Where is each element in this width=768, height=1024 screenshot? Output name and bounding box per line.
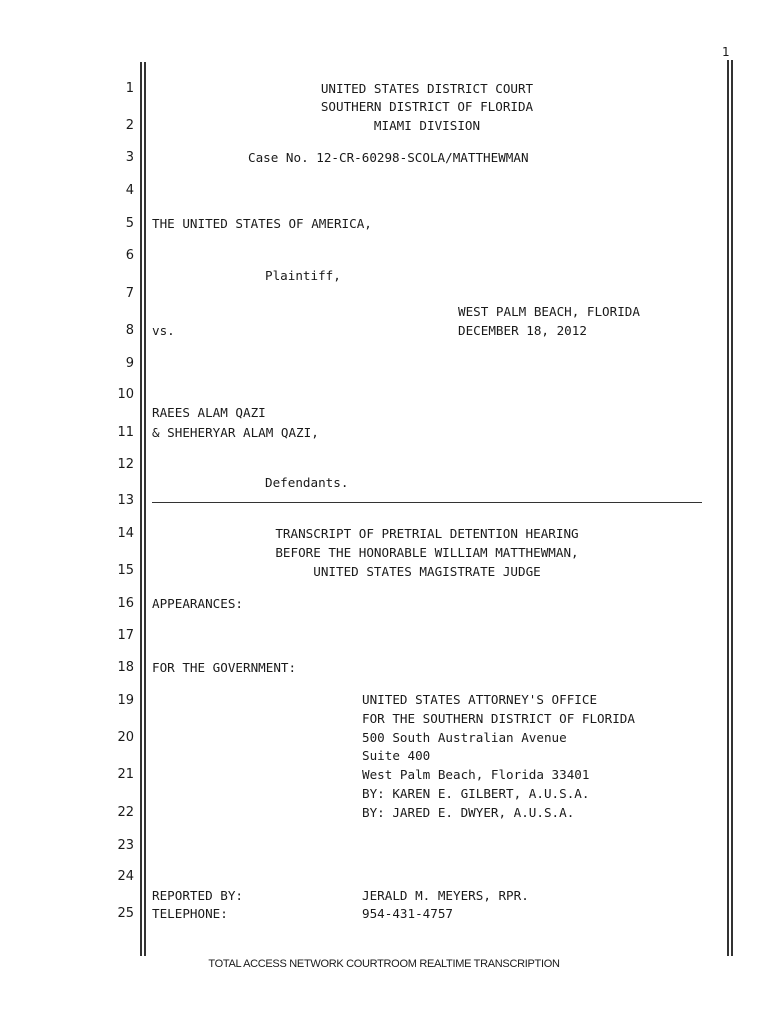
line-number: 21: [117, 767, 134, 782]
versus: vs.: [152, 323, 175, 338]
government-office-line: UNITED STATES ATTORNEY'S OFFICE: [362, 692, 598, 707]
hearing-date: DECEMBER 18, 2012: [458, 323, 587, 338]
line-number: 17: [117, 628, 134, 643]
government-office-line: Suite 400: [362, 748, 431, 763]
transcript-title: TRANSCRIPT OF PRETRIAL DETENTION HEARING: [275, 526, 579, 541]
case-number: Case No. 12-CR-60298-SCOLA/MATTHEWMAN: [248, 150, 529, 165]
line-number: 15: [117, 563, 134, 578]
line-number: 13: [117, 493, 134, 508]
court-name: UNITED STATES DISTRICT COURT: [320, 81, 534, 96]
hearing-location: WEST PALM BEACH, FLORIDA: [458, 304, 640, 319]
court-division: MIAMI DIVISION: [373, 118, 481, 133]
plaintiff-name: THE UNITED STATES OF AMERICA,: [152, 216, 372, 231]
line-number: 2: [125, 118, 134, 133]
plaintiff-role: Plaintiff,: [265, 268, 341, 283]
line-number: 20: [117, 730, 134, 745]
line-number: 19: [117, 693, 134, 708]
line-number: 8: [125, 323, 134, 338]
line-number: 4: [125, 183, 134, 198]
government-office-line: BY: KAREN E. GILBERT, A.U.S.A.: [362, 786, 590, 801]
telephone-value: 954-431-4757: [362, 906, 453, 921]
line-number: 22: [117, 805, 134, 820]
line-number: 18: [117, 660, 134, 675]
right-margin-rule: [727, 60, 729, 956]
defendant-role: Defendants.: [265, 475, 349, 490]
line-number: 23: [117, 838, 134, 853]
left-margin-rule: [144, 62, 146, 956]
reported-by-value: JERALD M. MEYERS, RPR.: [362, 888, 529, 903]
government-office-line: BY: JARED E. DWYER, A.U.S.A.: [362, 805, 575, 820]
line-number: 14: [117, 526, 134, 541]
line-number: 24: [117, 869, 134, 884]
line-number: 11: [117, 425, 134, 440]
transcript-title: UNITED STATES MAGISTRATE JUDGE: [313, 564, 541, 579]
line-number: 1: [125, 81, 134, 96]
reported-by-label: REPORTED BY:: [152, 888, 243, 903]
line-number: 7: [125, 286, 134, 301]
appearances-heading: APPEARANCES:: [152, 596, 243, 611]
transcript-title: BEFORE THE HONORABLE WILLIAM MATTHEWMAN,: [275, 545, 579, 560]
defendant-name: & SHEHERYAR ALAM QAZI,: [152, 425, 319, 440]
page-number: 1: [722, 45, 730, 59]
telephone-label: TELEPHONE:: [152, 906, 228, 921]
footer-text: TOTAL ACCESS NETWORK COURTROOM REALTIME TRANSCRIPTION: [208, 958, 560, 970]
line-number: 9: [125, 356, 134, 371]
government-office-line: 500 South Australian Avenue: [362, 730, 567, 745]
line-number: 5: [125, 216, 134, 231]
line-number: 12: [117, 457, 134, 472]
line-number: 3: [125, 150, 134, 165]
line-number: 25: [117, 906, 134, 921]
line-number: 6: [125, 248, 134, 263]
left-margin-rule: [140, 62, 142, 956]
for-government-heading: FOR THE GOVERNMENT:: [152, 660, 297, 675]
government-office-line: FOR THE SOUTHERN DISTRICT OF FLORIDA: [362, 711, 635, 726]
line-number: 10: [117, 387, 134, 402]
right-margin-rule: [731, 60, 733, 956]
government-office-line: West Palm Beach, Florida 33401: [362, 767, 590, 782]
caption-separator: [152, 502, 702, 503]
line-number: 16: [117, 596, 134, 611]
defendant-name: RAEES ALAM QAZI: [152, 405, 266, 420]
court-district: SOUTHERN DISTRICT OF FLORIDA: [320, 99, 534, 114]
